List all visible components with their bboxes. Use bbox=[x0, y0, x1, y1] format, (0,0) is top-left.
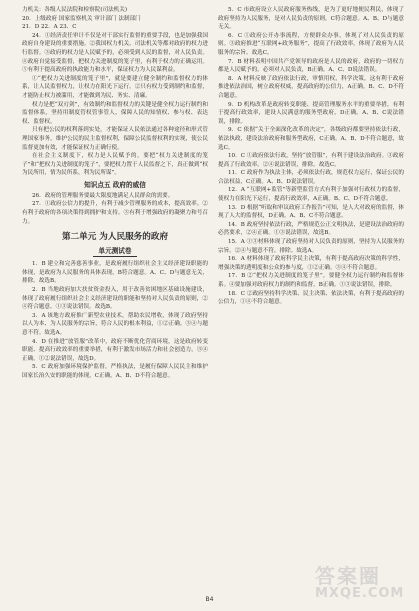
answer-paragraph: 5．C 政府加强环境保护监督，严格执法，是履行保障人民民主和维护国家长治久安的职能的体现，C正确。A、B、D不符合题意。 bbox=[22, 364, 208, 379]
answer-paragraph: 21．D 22．A 23．C bbox=[22, 24, 77, 31]
answer-paragraph: 8．A 材料反映了政府依法行政，审慎用权，科学决策，这有利于政府推进依法治国，树立政府权威，提高政府的公信力，A正确。B、C、D不符合题意。 bbox=[218, 75, 404, 99]
answer-paragraph: 13．D 根据“听取和审议政府工作报告”可知，是人大对政府的监督，体现了人大的监督权，D正确。A、B、C不符合题意。 bbox=[218, 204, 404, 220]
answer-paragraph: ①“把权力关进制度的笼子里”，就是要建立健全制约和监督权力的体系，让人民监督权力，让权力在阳光下运行。②只有权力受到制约和监督，才能防止权力被滥用，才能做到为民、务实、清廉。 bbox=[22, 75, 208, 99]
two-column-body bbox=[22, 6, 405, 381]
answer-paragraph: 24．①经济责任审计不仅是对干部实行监督的重要手段，也是加强我国政府自身建设的重要措施。②我国权力机关、司法机关等都对政府的权力进行监督。③政府的权力是人民赋予的，必须受到人民的监督，对人民负责。④政府自觉接受监督，把权力关进制度的笼子里，有利于权力的正确运用。⑤有利于提高政府的执政能力和水平，保证权力为人民谋利益。 bbox=[22, 32, 208, 74]
unit-test-heading bbox=[22, 247, 208, 257]
left-column bbox=[22, 6, 208, 381]
answer-paragraph: 18．C ②政府坚持科学决策、民主决策、依法决策，有利于提高政府的公信力，①④不符合题意。 bbox=[218, 290, 404, 306]
watermark-top-text: 答案圈 bbox=[315, 564, 381, 588]
section-title: 知识点五 政府的威信 bbox=[84, 180, 146, 189]
answer-paragraph: 17．B ②“把权力关进制度的笼子里”，要健全权力运行制约和监督体系。④要加强对政府权力的制约和监督，B正确。①③说法错误，排除。 bbox=[218, 273, 404, 288]
answer-paragraph: 权力是把“双刃剑”，有效制约和监督权力的关键是健全权力运行制约和监督体系，坚持用制度管权管事管人，保障人民的知情权、参与权、表达权、监督权。 bbox=[22, 101, 208, 125]
answer-paragraph: 16．A 材料体现了政府科学民主决策，有利于提高政府决策的科学性，增强决策的透明度和公众的参与度，①②正确。③④不符合题意。 bbox=[218, 256, 404, 271]
answer-paragraph: 9．C 依据“关于全面深化改革的决定”，各级政府都要坚持依法行政，依法执政，建设法治政府和服务型政府，C正确。A、B、D不符合题意，故选C。 bbox=[218, 127, 404, 151]
answer-paragraph: 11．C 政府作为执法主体，必须依法行政，规范权力运行，保证公民的合法权益，C正确。A、B、D说法错误。 bbox=[218, 170, 404, 185]
watermark-bottom-text: MXQE.COM bbox=[315, 586, 405, 601]
answer-paragraph: 2．B 当地政府加大扶贫资金投入，用于改善贫困地区基础设施建设，体现了政府履行组织社会主义经济建设的职能和坚持对人民负责的原则，②④符合题意。①③说法错误。故选B。 bbox=[22, 287, 208, 311]
answer-paragraph: 26．政府的管理服务要最大限度地满足人民群众的需要。 bbox=[32, 192, 174, 199]
answer-paragraph: 10．C ①政府依法行政，坚持“放管服”，有利于建设法治政府。③政府提高了行政效率。②④说法错误，排除。故选C。 bbox=[218, 153, 404, 168]
answer-paragraph: 15．A ①③材料体现了政府坚持对人民负责的原则，坚持为人民服务的宗旨。②④与题意不符，排除。故选A。 bbox=[218, 239, 404, 254]
page-number: B4 bbox=[205, 596, 214, 603]
answer-paragraph: 9．D 机构改革是政府转变职能、提高管理服务水平的重要举措，有利于提高行政效率，建设人民满意的服务型政府，D正确。A、B、C说法错误，排除。 bbox=[218, 101, 404, 125]
answer-paragraph: 27．①政府公信力的提升，有利于减少管理服务的成本，提高效率。②有利于政府的各项决策得到拥护和支持。③有利于增强政府的凝聚力和号召力。 bbox=[22, 201, 208, 225]
answer-paragraph: 12．A “互联网+监管”等新型监管方式有利于加强对行政权力的监督，使权力在阳光下运行，提高行政效率，A正确。B、C、D不符合题意。 bbox=[218, 187, 404, 203]
answer-paragraph: 只有把公民的权利落到实处，才能保证人民依法通过各种途径和形式管理国家事务，维护公民的民主监督权利，保障公民监督权利的实现，使公民监督更加有效，才能保证权力正确行使。 bbox=[22, 127, 208, 151]
answer-paragraph: 1．B 建立和完善慈善事业，是政府履行组织社会主义经济建设职能的体现，是政府为人民服务的具体表现，B符合题意。A、C、D与题意无关，排除。故选B。 bbox=[22, 261, 208, 285]
answer-paragraph: 20．上级政府 国家监察机关 审计部门 法制部门 bbox=[22, 15, 141, 22]
answer-paragraph: 4．D 在推进“放管服”改革中，政府不断优化营商环境，这是政府转变职能、提高行政效率的重要举措，有利于激发市场活力和社会创造力，③④正确。①②说法错误，故选D。 bbox=[22, 338, 208, 362]
answer-paragraph: 6．C ①政府公开办事流程，方便群众办事，体现了对人民负责的原则。③政府推进“互联网+政务服务”，提高了行政效率，体现了政府为人民服务的宗旨。故选C。 bbox=[218, 32, 404, 56]
answer-paragraph: 7．B 材料表明中国共产党领导的政府是人民的政府，政府的一切权力都是人民赋予的，必须对人民负责，B正确。A、C、D说法错误。 bbox=[218, 58, 404, 74]
answer-paragraph: 14．B 政府坚持依法行政，严格规范公正文明执法，是建设法治政府的必然要求，②④正确。①③说法错误，故选B。 bbox=[218, 221, 404, 237]
unit-test-heading-text: 单元测试卷 bbox=[93, 247, 138, 257]
answer-paragraph: 3．A 该地方政府推广新型农业技术，帮助农民增收，体现了政府坚持以人为本、为人民服务的宗旨，符合人民的根本利益，①②正确。③④与题意不符。故选A。 bbox=[22, 312, 208, 336]
answer-paragraph: 5．C 市政府设立人民政府服务热线，是为了更好地便民利民，体现了政府坚持为人民服务，是对人民负责的原则，C符合题意。A、B、D与题意无关。 bbox=[218, 7, 404, 31]
unit-title: 第二单元 为人民服务的政府 bbox=[61, 232, 169, 243]
answer-paragraph: 在社会主义制度下，权力是人民赋予的，要把“权力关进制度的笼子”和“把权力关进制度的笼子”，要把权力置于人民监督之下，真正做到“权为民所用，情为民所系，利为民所谋”。 bbox=[22, 153, 208, 177]
right-column bbox=[218, 6, 404, 381]
answer-paragraph: 力机关：各级人民法院和检察院(司法机关) bbox=[22, 7, 128, 13]
